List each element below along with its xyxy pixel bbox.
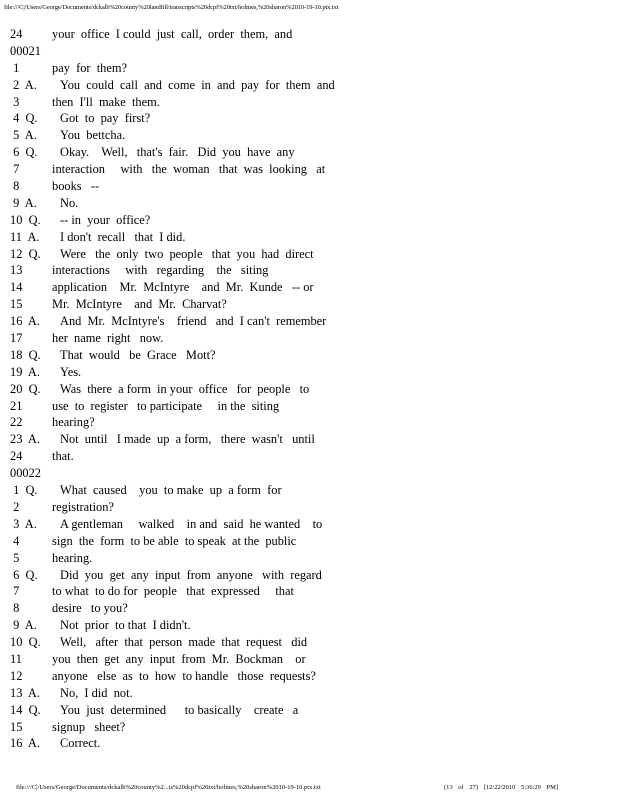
line-number: 18 Q. bbox=[10, 347, 41, 362]
line-number: 10 Q. bbox=[10, 635, 41, 650]
line-text: then I'll make them. bbox=[52, 94, 160, 109]
footer-page-info bbox=[444, 784, 558, 791]
line-text: sign the form to be able to speak at the public bbox=[52, 533, 297, 548]
line-number: 5 bbox=[10, 550, 20, 565]
line-number: 10 Q. bbox=[10, 212, 41, 227]
footer-time: 5:36:29 PM] bbox=[521, 784, 559, 791]
line-text: Yes. bbox=[60, 364, 82, 379]
line-text: interaction with the woman that was looking at bbox=[52, 162, 326, 177]
line-number: 16 A. bbox=[10, 736, 40, 751]
line-text: You bettcha. bbox=[60, 128, 126, 143]
line-number: 2 bbox=[10, 499, 20, 514]
line-text: pay for them? bbox=[52, 60, 128, 75]
line-number: 4 bbox=[10, 533, 20, 548]
line-text: Not until I made up a form, there wasn't until bbox=[60, 432, 315, 447]
line-text: No. bbox=[60, 195, 79, 210]
line-text: anyone else as to how to handle those requests? bbox=[52, 668, 316, 683]
line-number: 9 A. bbox=[10, 618, 37, 633]
line-number: 14 Q. bbox=[10, 702, 41, 717]
line-text: use to register to participate in the siting bbox=[52, 398, 280, 413]
line-text: you then get any input from Mr. Bockman or bbox=[52, 651, 306, 666]
line-text: Mr. McIntyre and Mr. Charvat? bbox=[52, 297, 227, 312]
line-number: 14 bbox=[10, 280, 23, 295]
line-number: 1 Q. bbox=[10, 483, 38, 498]
line-number: 13 A. bbox=[10, 685, 40, 700]
line-number: 9 A. bbox=[10, 195, 37, 210]
line-text: A gentleman walked in and said he wanted to bbox=[60, 516, 323, 531]
line-text: Okay. Well, that's fair. Did you have any bbox=[60, 145, 295, 160]
line-number: 8 bbox=[10, 179, 20, 194]
line-number: 24 bbox=[10, 27, 23, 41]
line-text: What caused you to make up a form for bbox=[60, 483, 282, 498]
footer-file-path: file:///C|/Users/George/Documents/dckalb%20county%2...ts%20dcpf%20txt/holmes,%20sharon%2010-19-10.ptx.txt bbox=[16, 784, 321, 791]
line-number: 3 bbox=[10, 94, 20, 109]
line-text: application Mr. McIntyre and Mr. Kunde -- or bbox=[52, 280, 314, 295]
line-number: 6 Q. bbox=[10, 567, 38, 582]
line-text: to what to do for people that expressed that bbox=[52, 584, 294, 599]
line-text: And Mr. McIntyre's friend and I can't remember bbox=[60, 314, 327, 329]
line-number: 00021 bbox=[10, 43, 41, 58]
line-text: I don't recall that I did. bbox=[60, 229, 186, 244]
line-number: 7 bbox=[10, 162, 20, 177]
line-text: signup sheet? bbox=[52, 719, 126, 734]
line-text: desire to you? bbox=[52, 601, 128, 616]
line-number: 16 A. bbox=[10, 314, 40, 329]
line-number: 11 bbox=[10, 651, 22, 666]
header-file-path: file:///C|/Users/George/Documents/dckalb%20county%20landfill/transcripts%20dcpf%20txt/holmes,%20sharon%2010-19-10.ptx.txt bbox=[4, 4, 339, 11]
line-text: hearing. bbox=[52, 550, 93, 565]
line-text: Well, after that person made that request did bbox=[60, 635, 308, 650]
line-text: -- in your office? bbox=[60, 212, 151, 227]
line-number: 12 Q. bbox=[10, 246, 41, 261]
line-number: 15 bbox=[10, 719, 23, 734]
line-text: registration? bbox=[52, 499, 114, 514]
line-text: Got to pay first? bbox=[60, 111, 151, 126]
footer-date: [12/22/2010 bbox=[483, 784, 516, 791]
line-number: 13 bbox=[10, 263, 23, 278]
line-text: Not prior to that I didn't. bbox=[60, 618, 191, 633]
line-text: That would be Grace Mott? bbox=[60, 347, 216, 362]
line-text: Correct. bbox=[60, 736, 101, 751]
line-text: Was there a form in your office for people to bbox=[60, 381, 310, 396]
line-text: that. bbox=[52, 449, 74, 464]
line-number: 23 A. bbox=[10, 432, 40, 447]
line-number: 22 bbox=[10, 415, 23, 430]
line-number: 12 bbox=[10, 668, 23, 683]
line-number: 2 A. bbox=[10, 77, 37, 92]
line-number: 8 bbox=[10, 601, 20, 616]
line-text: your office I could just call, order them, and bbox=[52, 27, 293, 41]
line-number: 00022 bbox=[10, 466, 41, 481]
line-number: 4 Q. bbox=[10, 111, 38, 126]
line-text: books -- bbox=[52, 179, 100, 194]
line-text: Were the only two people that you had direct bbox=[60, 246, 314, 261]
line-number: 20 Q. bbox=[10, 381, 41, 396]
line-number: 24 bbox=[10, 449, 23, 464]
line-text: hearing? bbox=[52, 415, 95, 430]
line-text: Did you get any input from anyone with regard bbox=[60, 567, 322, 582]
line-text: You just determined to basically create a bbox=[60, 702, 299, 717]
line-number: 19 A. bbox=[10, 364, 40, 379]
line-text: No, I did not. bbox=[60, 685, 133, 700]
line-number: 6 Q. bbox=[10, 145, 38, 160]
line-number: 1 bbox=[10, 60, 20, 75]
line-number: 17 bbox=[10, 331, 23, 346]
line-number: 11 A. bbox=[10, 229, 40, 244]
line-number: 15 bbox=[10, 297, 23, 312]
line-text: You could call and come in and pay for them and bbox=[60, 77, 335, 92]
line-number: 5 A. bbox=[10, 128, 37, 143]
line-number: 7 bbox=[10, 584, 20, 599]
footer-page-count: (13 of 27) bbox=[444, 784, 478, 791]
line-text: her name right now. bbox=[52, 331, 164, 346]
line-number: 21 bbox=[10, 398, 23, 413]
line-text: interactions with regarding the siting bbox=[52, 263, 269, 278]
line-number: 3 A. bbox=[10, 516, 37, 531]
